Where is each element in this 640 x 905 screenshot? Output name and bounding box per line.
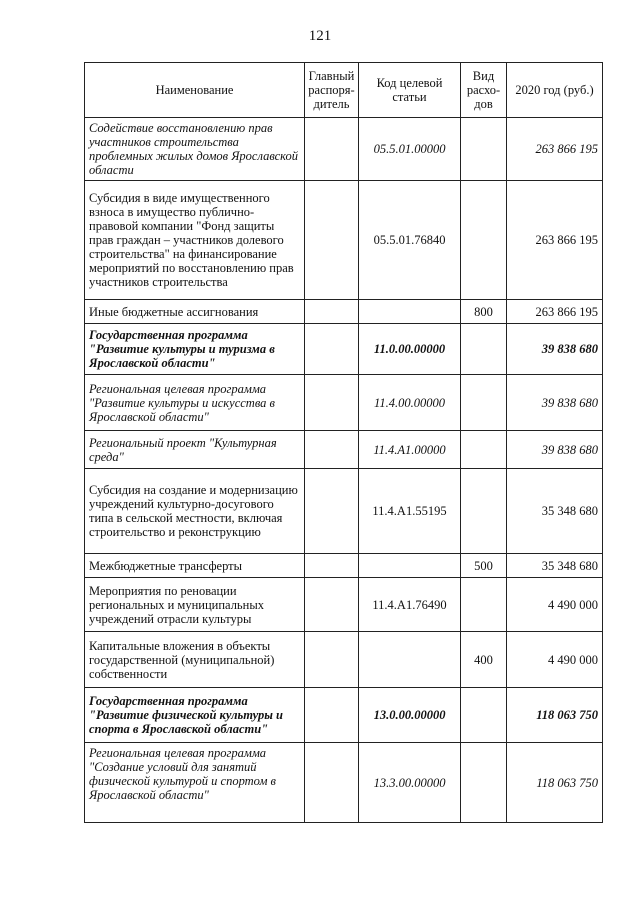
- row-vid: [461, 324, 507, 375]
- row-vid: [461, 431, 507, 469]
- row-vid: 800: [461, 300, 507, 324]
- row-glavny: [305, 324, 359, 375]
- table-row: [85, 118, 603, 181]
- row-name: Содействие восстановлению прав участников строительства проблемных жилых домов Ярославской области: [85, 118, 305, 181]
- header-vid: Вид расхо-дов: [461, 63, 507, 118]
- row-amount: 39 838 680: [507, 324, 603, 375]
- table-row: [85, 375, 603, 431]
- row-vid: [461, 181, 507, 300]
- row-glavny: [305, 300, 359, 324]
- row-name: Государственная программа "Развитие физической культуры и спорта в Ярославской области": [85, 688, 305, 743]
- header-name: Наименование: [85, 63, 305, 118]
- row-amount: 263 866 195: [507, 118, 603, 181]
- row-vid: [461, 743, 507, 823]
- row-vid: 400: [461, 632, 507, 688]
- table-row: [85, 431, 603, 469]
- row-name: Межбюджетные трансферты: [85, 554, 305, 578]
- row-glavny: [305, 632, 359, 688]
- header-amount: 2020 год (руб.): [507, 63, 603, 118]
- budget-table: [84, 62, 603, 823]
- table-row: [85, 324, 603, 375]
- row-glavny: [305, 469, 359, 554]
- row-code: [359, 554, 461, 578]
- row-amount: 35 348 680: [507, 554, 603, 578]
- row-glavny: [305, 743, 359, 823]
- table-row: [85, 300, 603, 324]
- row-code: [359, 632, 461, 688]
- row-code: [359, 300, 461, 324]
- row-vid: 500: [461, 554, 507, 578]
- page-number: 121: [308, 28, 332, 44]
- row-glavny: [305, 181, 359, 300]
- row-name: Региональная целевая программа "Создание условий для занятий физической культурой и спортом в Ярославской области": [85, 743, 305, 823]
- table-row: [85, 578, 603, 632]
- row-code: 13.3.00.00000: [359, 743, 461, 823]
- row-name: Государственная программа "Развитие культуры и туризма в Ярославской области": [85, 324, 305, 375]
- table-row: [85, 688, 603, 743]
- row-code: 11.4.А1.76490: [359, 578, 461, 632]
- row-code: 05.5.01.00000: [359, 118, 461, 181]
- row-code: 11.4.А1.00000: [359, 431, 461, 469]
- row-vid: [461, 469, 507, 554]
- table-row: [85, 743, 603, 823]
- row-name: Капитальные вложения в объекты государственной (муниципальной) собственности: [85, 632, 305, 688]
- row-vid: [461, 118, 507, 181]
- row-amount: 263 866 195: [507, 300, 603, 324]
- row-vid: [461, 688, 507, 743]
- row-vid: [461, 375, 507, 431]
- table-row: [85, 554, 603, 578]
- row-amount: 4 490 000: [507, 578, 603, 632]
- row-glavny: [305, 431, 359, 469]
- row-name: Региональная целевая программа "Развитие культуры и искусства в Ярославской области": [85, 375, 305, 431]
- row-glavny: [305, 375, 359, 431]
- row-glavny: [305, 688, 359, 743]
- row-amount: 4 490 000: [507, 632, 603, 688]
- row-code: 11.4.А1.55195: [359, 469, 461, 554]
- row-amount: 118 063 750: [507, 743, 603, 823]
- header-kod: Код целевой статьи: [359, 63, 461, 118]
- row-vid: [461, 578, 507, 632]
- row-amount: 263 866 195: [507, 181, 603, 300]
- row-glavny: [305, 578, 359, 632]
- row-amount: 39 838 680: [507, 375, 603, 431]
- row-glavny: [305, 118, 359, 181]
- header-glavny: Главный распоря-дитель: [305, 63, 359, 118]
- table-row: [85, 469, 603, 554]
- row-name: Региональный проект "Культурная среда": [85, 431, 305, 469]
- row-code: 13.0.00.00000: [359, 688, 461, 743]
- table-row: [85, 181, 603, 300]
- row-code: 05.5.01.76840: [359, 181, 461, 300]
- row-code: 11.4.00.00000: [359, 375, 461, 431]
- row-name: Иные бюджетные ассигнования: [85, 300, 305, 324]
- row-amount: 39 838 680: [507, 431, 603, 469]
- row-amount: 118 063 750: [507, 688, 603, 743]
- row-name: Мероприятия по реновации региональных и муниципальных учреждений отрасли культуры: [85, 578, 305, 632]
- row-amount: 35 348 680: [507, 469, 603, 554]
- row-glavny: [305, 554, 359, 578]
- table-row: [85, 632, 603, 688]
- row-name: Субсидия на создание и модернизацию учреждений культурно-досугового типа в сельской местности, включая строительство и реконструкцию: [85, 469, 305, 554]
- table-header-row: [85, 63, 603, 118]
- row-name: Субсидия в виде имущественного взноса в имущество публично-правовой компании "Фонд защиты прав граждан – участников долевого строительства" на финансирование мероприятий по восстановлению прав участников строительства: [85, 181, 305, 300]
- row-code: 11.0.00.00000: [359, 324, 461, 375]
